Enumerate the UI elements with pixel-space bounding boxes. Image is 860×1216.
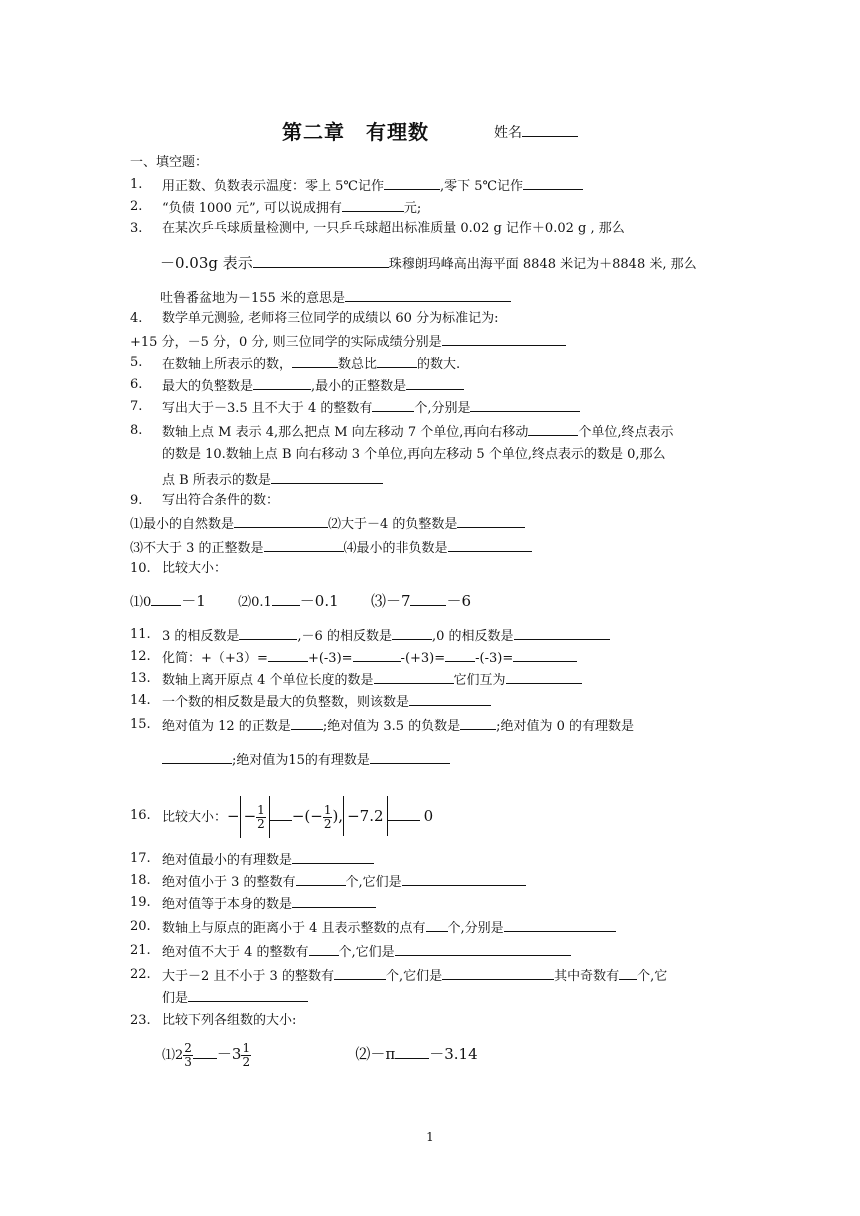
- question-number: 19.: [130, 895, 151, 910]
- question-text: 数轴上离开原点 4 个单位长度的数是: [162, 673, 374, 688]
- question-number: 11.: [130, 627, 151, 642]
- absolute-value: −7.2: [343, 796, 387, 836]
- question-8-line-3: [162, 470, 383, 490]
- answer-blank[interactable]: [426, 918, 448, 932]
- question-text: 们是: [162, 991, 189, 1006]
- answer-blank[interactable]: [513, 648, 577, 662]
- answer-blank[interactable]: [353, 648, 401, 662]
- numerator: 1: [257, 803, 265, 817]
- answer-blank[interactable]: [372, 398, 414, 412]
- answer-blank[interactable]: [374, 670, 454, 684]
- question-text: －3: [216, 1045, 242, 1063]
- fraction: [183, 1042, 193, 1069]
- question-text: 数学单元测验, 老师将三位同学的成绩以 60 分为标准记为:: [162, 311, 499, 326]
- question-15-line-2: [162, 750, 450, 770]
- question-text: ⑷最小的非负数是: [343, 541, 448, 556]
- question-number: 16.: [130, 808, 151, 823]
- question-3-line-3: [160, 288, 511, 308]
- answer-blank[interactable]: [388, 807, 420, 821]
- answer-blank[interactable]: [272, 592, 300, 606]
- question-text: 最大的负整数是: [162, 379, 254, 394]
- question-text: ;绝对值为15的有理数是: [232, 753, 370, 768]
- question-text: 它们互为: [453, 673, 506, 688]
- question-number: 8.: [130, 423, 143, 438]
- answer-blank[interactable]: [334, 966, 386, 980]
- answer-blank[interactable]: [445, 648, 475, 662]
- answer-blank[interactable]: [402, 872, 526, 886]
- question-text: -(+3)=: [400, 651, 446, 666]
- absolute-value: − $\frac{1}{2}$: [240, 796, 270, 838]
- answer-blank[interactable]: [291, 716, 323, 730]
- question-8-line-2: 的数是 10.数轴上点 B 向右移动 3 个单位,再向左移动 5 个单位,终点表示的数是 0,那么: [162, 447, 666, 462]
- answer-blank[interactable]: [370, 750, 450, 764]
- question-text: 个,它们是: [385, 969, 443, 984]
- answer-blank[interactable]: [470, 398, 580, 412]
- question-text: ,零下 5℃记作: [439, 179, 524, 194]
- question-number: 17.: [130, 851, 151, 866]
- question-text: ⑶不大于 3 的正整数是: [130, 541, 264, 556]
- fraction: [256, 804, 266, 831]
- answer-blank[interactable]: [395, 1045, 429, 1059]
- question-number: 3.: [130, 221, 143, 236]
- question-text: ⑴2: [162, 1048, 184, 1063]
- question-number: 12.: [130, 649, 151, 664]
- question-number: 22.: [130, 967, 151, 982]
- question-text: 用正数、负数表示温度：零上 5℃记作: [162, 179, 384, 194]
- answer-blank[interactable]: [253, 376, 311, 390]
- denominator: 2: [242, 1055, 251, 1069]
- question-23-row: [162, 1034, 478, 1076]
- question-text: +(-3)=: [307, 651, 353, 666]
- question-number: 20.: [130, 919, 151, 934]
- question-text: 点 B 所表示的数是: [162, 473, 271, 488]
- question-22-line-2: [162, 988, 308, 1008]
- question-text: ⑴最小的自然数是: [130, 517, 235, 532]
- question-text: 数总比: [338, 357, 378, 372]
- question-number: 21.: [130, 943, 151, 958]
- question-text: ⑵大于－4 的负整数是: [328, 517, 458, 532]
- answer-blank[interactable]: [506, 670, 582, 684]
- section-heading: 一、填空题：: [130, 155, 209, 170]
- question-number: 10.: [130, 561, 151, 576]
- question-text: +15 分，－5 分，0 分, 则三位同学的实际成绩分别是: [130, 335, 442, 350]
- question-text: －3.14: [429, 1045, 478, 1063]
- answer-blank[interactable]: [239, 626, 297, 640]
- numerator: 2: [184, 1041, 192, 1055]
- question-text: 大于－2 且不小于 3 的整数有: [162, 969, 334, 984]
- question-text: 在某次乒乓球质量检测中, 一只乒乓球超出标准质量 0.02 g 记作＋0.02 g , 那么: [162, 221, 625, 236]
- answer-blank[interactable]: [442, 332, 566, 346]
- question-9-row-2: [130, 538, 532, 558]
- question-text: 吐鲁番盆地为－155 米的意思是: [160, 291, 345, 306]
- question-text: －6: [446, 592, 472, 610]
- answer-blank[interactable]: [234, 514, 328, 528]
- question-text: 比较大小：: [162, 810, 228, 825]
- answer-blank[interactable]: [292, 354, 338, 368]
- question-text: -(-3)=: [475, 651, 514, 666]
- question-text: 的数大.: [417, 357, 461, 372]
- question-text: ;绝对值为 3.5 的负数是: [322, 719, 461, 734]
- answer-blank[interactable]: [268, 648, 308, 662]
- question-text: 在数轴上所表示的数，: [162, 357, 293, 372]
- question-text: ,最小的正整数是: [311, 379, 407, 394]
- answer-blank[interactable]: [309, 942, 339, 956]
- question-text: 绝对值等于本身的数是: [162, 897, 293, 912]
- answer-blank[interactable]: [264, 538, 344, 552]
- answer-blank[interactable]: [619, 966, 637, 980]
- question-text: 其中奇数有: [554, 969, 620, 984]
- question-number: 23.: [130, 1013, 151, 1028]
- question-text: 写出大于－3.5 且不大于 4 的整数有: [162, 401, 373, 416]
- answer-blank[interactable]: [384, 176, 440, 190]
- question-number: 15.: [130, 717, 151, 732]
- page-title: 第二章 有理数: [282, 120, 429, 144]
- answer-blank[interactable]: [409, 692, 491, 706]
- expression: −(−: [291, 807, 323, 825]
- answer-blank[interactable]: [345, 288, 511, 302]
- question-number: 2.: [130, 199, 143, 214]
- answer-blank[interactable]: [296, 872, 346, 886]
- answer-blank[interactable]: [162, 750, 232, 764]
- question-text: 比较大小：: [162, 561, 228, 576]
- question-text: 个,它们是: [345, 875, 402, 890]
- answer-blank[interactable]: [504, 918, 616, 932]
- question-text: 化简：+（+3）=: [162, 651, 268, 666]
- question-text: ⑵－π: [355, 1045, 396, 1063]
- question-text: 个单位,终点表示: [578, 425, 674, 440]
- answer-blank[interactable]: [410, 592, 446, 606]
- answer-blank[interactable]: [292, 850, 374, 864]
- question-text: 个,分别是: [447, 921, 504, 936]
- answer-blank[interactable]: [193, 1045, 217, 1059]
- question-number: 9.: [130, 493, 143, 508]
- question-text: －0.1: [299, 592, 339, 610]
- answer-blank[interactable]: [442, 966, 554, 980]
- question-text: 数轴上点 M 表示 4,那么把点 M 向左移动 7 个单位,再向右移动: [162, 425, 529, 440]
- title-row: [0, 116, 860, 146]
- question-text: 一个数的相反数是最大的负整数，则该数是: [162, 695, 410, 710]
- fraction: [323, 804, 333, 831]
- question-text: ⑴0: [130, 595, 152, 610]
- question-text: －0.03g 表示: [160, 254, 253, 272]
- question-text: 绝对值小于 3 的整数有: [162, 875, 296, 890]
- answer-blank[interactable]: [460, 716, 496, 730]
- numerator: 1: [323, 803, 332, 817]
- question-text: 元;: [403, 201, 422, 216]
- question-text: －1: [181, 592, 206, 610]
- answer-blank[interactable]: [448, 538, 532, 552]
- question-number: 6.: [130, 377, 143, 392]
- page-number: 1: [426, 1130, 434, 1144]
- question-text: ,0 的相反数是: [431, 629, 514, 644]
- question-text: 个,分别是: [414, 401, 471, 416]
- question-9-row-1: [130, 514, 525, 534]
- name-label: 姓名: [494, 125, 522, 141]
- answer-blank[interactable]: [406, 376, 464, 390]
- fraction: [241, 1042, 251, 1069]
- expression: 0: [423, 807, 434, 825]
- answer-blank[interactable]: [377, 354, 417, 368]
- answer-blank[interactable]: [188, 988, 308, 1002]
- name-blank[interactable]: [522, 122, 578, 137]
- expression: ),: [332, 807, 344, 825]
- question-4-line-2: [130, 332, 566, 352]
- answer-blank[interactable]: [292, 894, 376, 908]
- answer-blank[interactable]: [270, 807, 292, 821]
- question-text: 3 的相反数是: [162, 629, 240, 644]
- question-number: 7.: [130, 399, 143, 414]
- question-text: 比较下列各组数的大小:: [162, 1013, 297, 1028]
- answer-blank[interactable]: [342, 198, 404, 212]
- answer-blank[interactable]: [457, 514, 525, 528]
- denominator: 2: [323, 817, 332, 831]
- denominator: 2: [257, 817, 265, 831]
- answer-blank[interactable]: [151, 592, 181, 606]
- denominator: 3: [184, 1055, 192, 1069]
- answer-blank[interactable]: [271, 470, 383, 484]
- question-text: 写出符合条件的数：: [162, 493, 280, 508]
- question-text: 绝对值最小的有理数是: [162, 853, 293, 868]
- answer-blank[interactable]: [253, 254, 389, 268]
- question-3-line-2: [160, 254, 697, 274]
- question-text: 珠穆朗玛峰高出海平面 8848 米记为＋8848 米, 那么: [388, 257, 697, 272]
- question-number: 14.: [130, 693, 151, 708]
- question-number: 13.: [130, 671, 151, 686]
- question-text: 绝对值不大于 4 的整数有: [162, 945, 309, 960]
- question-number: 18.: [130, 873, 151, 888]
- answer-blank[interactable]: [392, 626, 432, 640]
- numerator: 1: [242, 1041, 251, 1055]
- answer-blank[interactable]: [523, 176, 583, 190]
- question-text: ;绝对值为 0 的有理数是: [496, 719, 635, 734]
- answer-blank[interactable]: [395, 942, 571, 956]
- question-text: ⑶－7: [370, 592, 411, 610]
- question-number: 5.: [130, 355, 143, 370]
- minus-sign: −: [227, 807, 240, 825]
- question-10-row: [130, 592, 471, 612]
- question-number: 1.: [130, 177, 143, 192]
- question-text: ,－6 的相反数是: [297, 629, 392, 644]
- question-text: 绝对值为 12 的正数是: [162, 719, 291, 734]
- answer-blank[interactable]: [528, 422, 578, 436]
- answer-blank[interactable]: [514, 626, 610, 640]
- question-text: 个,它们是: [338, 945, 395, 960]
- question-text: 数轴上与原点的距离小于 4 且表示整数的点有: [162, 921, 426, 936]
- question-number: 4.: [130, 311, 143, 326]
- name-field: [494, 122, 578, 142]
- question-text: ⑵0.1: [238, 595, 272, 610]
- question-text: 个,它: [637, 969, 668, 984]
- question-text: “负债 1000 元”, 可以说成拥有: [162, 201, 342, 216]
